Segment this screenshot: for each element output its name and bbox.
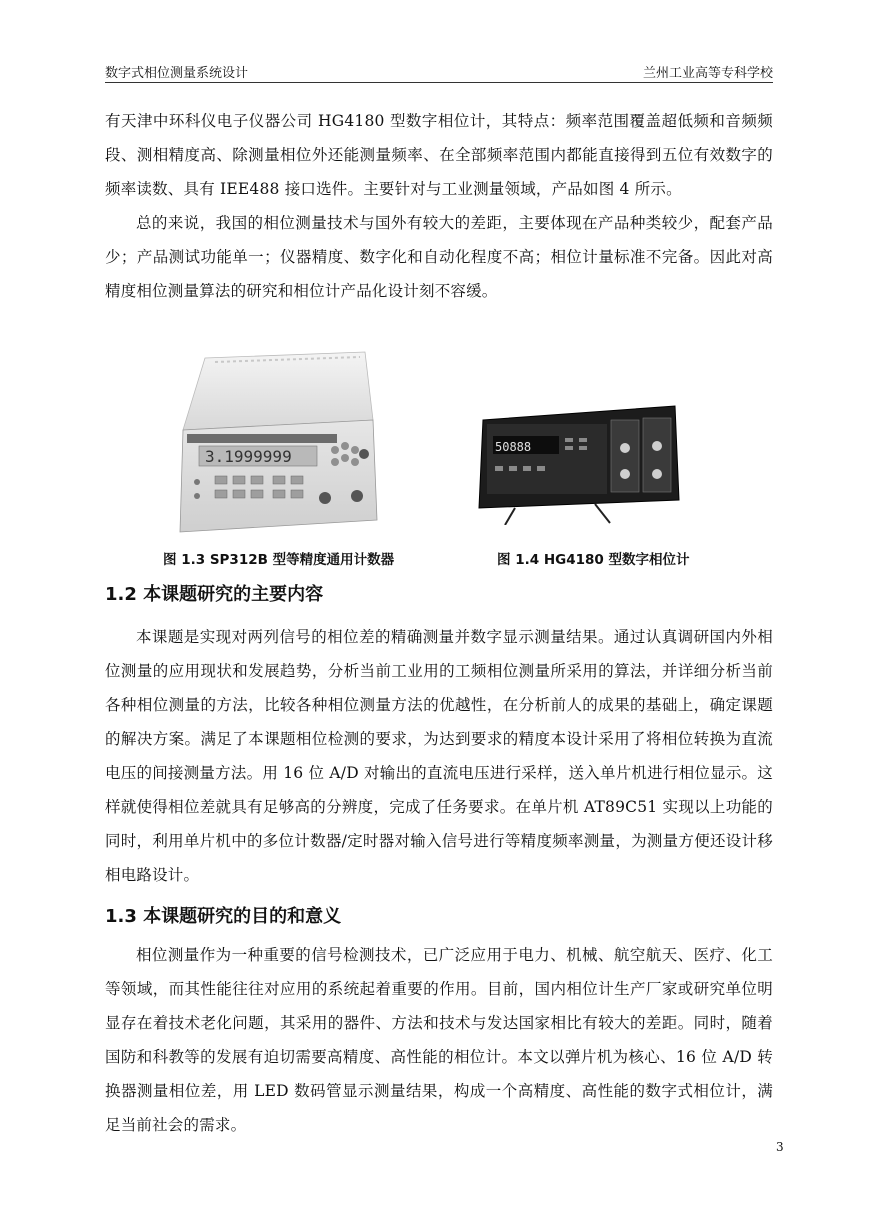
paragraph-summary: 总的来说，我国的相位测量技术与国外有较大的差距，主要体现在产品种类较少，配套产品少；产品测试功能单一；仪器精度、数字化和自动化程度不高；相位计量标准不完备。因此对高精度相位测量算法的研究和相位计产品化设计刻不容缓。 bbox=[105, 214, 773, 300]
paragraph-hg4180: 有天津中环科仪电子仪器公司 HG4180 型数字相位计，其特点：频率范围覆盖超低频和音频频段、测相精度高、除测量相位外还能测量频率、在全部频率范围内都能直接得到五位有效数字的频率读数、具有 IEE488 接口选件。主要针对与工业测量领域，产品如图 4 所示。 bbox=[105, 112, 773, 198]
phase-meter-display-readout: 50888 bbox=[495, 440, 532, 454]
paragraph-main-content: 本课题是实现对两列信号的相位差的精确测量并数字显示测量结果。通过认真调研国内外相位测量的应用现状和发展趋势，分析当前工业用的工频相位测量所采用的算法，并详细分析当前各种相位测量的方法，比较各种相位测量方法的优越性，在分析前人的成果的基础上，确定课题的解决方案。满足了本课题相位检测的要求，为达到要求的精度本设计采用了将相位转换为直流电压的间接测量方法。用 16 位 A/D 对输出的直流电压进行采样，送入单片机进行相位显示。这样就使得相位差就具有足够高的分辨度，完成了任务要求。在单片机 AT89C51 实现以上功能的同时，利用单片机中的多位计数器/定时器对输入信号进行等精度频率测量，为测量方便还设计移相电路设计。 bbox=[105, 628, 773, 884]
figure-counter-image bbox=[175, 350, 380, 535]
figure-row bbox=[105, 350, 773, 580]
figure-1-3-caption: 图 1.3 SP312B 型等精度通用计数器 bbox=[163, 552, 395, 568]
figure-1-4-caption: 图 1.4 HG4180 型数字相位计 bbox=[497, 552, 690, 568]
page-header bbox=[105, 60, 773, 83]
figure-phase-meter-image bbox=[475, 400, 680, 525]
section-1-2-heading: 1.2 本课题研究的主要内容 bbox=[105, 584, 324, 605]
counter-display-readout: 3.1999999 bbox=[205, 447, 292, 466]
section-1-3-body bbox=[105, 938, 773, 1142]
section-1-2-body bbox=[105, 620, 773, 892]
intro-text-block bbox=[105, 104, 773, 308]
paragraph-purpose: 相位测量作为一种重要的信号检测技术，已广泛应用于电力、机械、航空航天、医疗、化工等领域，而其性能往往对应用的系统起着重要的作用。目前，国内相位计生产厂家或研究单位明显存在着技术老化问题，其采用的器件、方法和技术与发达国家相比有较大的差距。同时，随着国防和科教等的发展有迫切需要高精度、高性能的相位计。本文以弹片机为核心、16 位 A/D 转换器测量相位差，用 LED 数码管显示测量结果，构成一个高精度、高性能的数字式相位计，满足当前社会的需求。 bbox=[105, 946, 773, 1134]
header-thesis-title: 数字式相位测量系统设计 bbox=[105, 66, 249, 81]
header-school-name: 兰州工业高等专科学校 bbox=[642, 66, 773, 81]
section-1-3-heading: 1.3 本课题研究的目的和意义 bbox=[105, 906, 342, 927]
page-number: 3 bbox=[776, 1140, 784, 1154]
